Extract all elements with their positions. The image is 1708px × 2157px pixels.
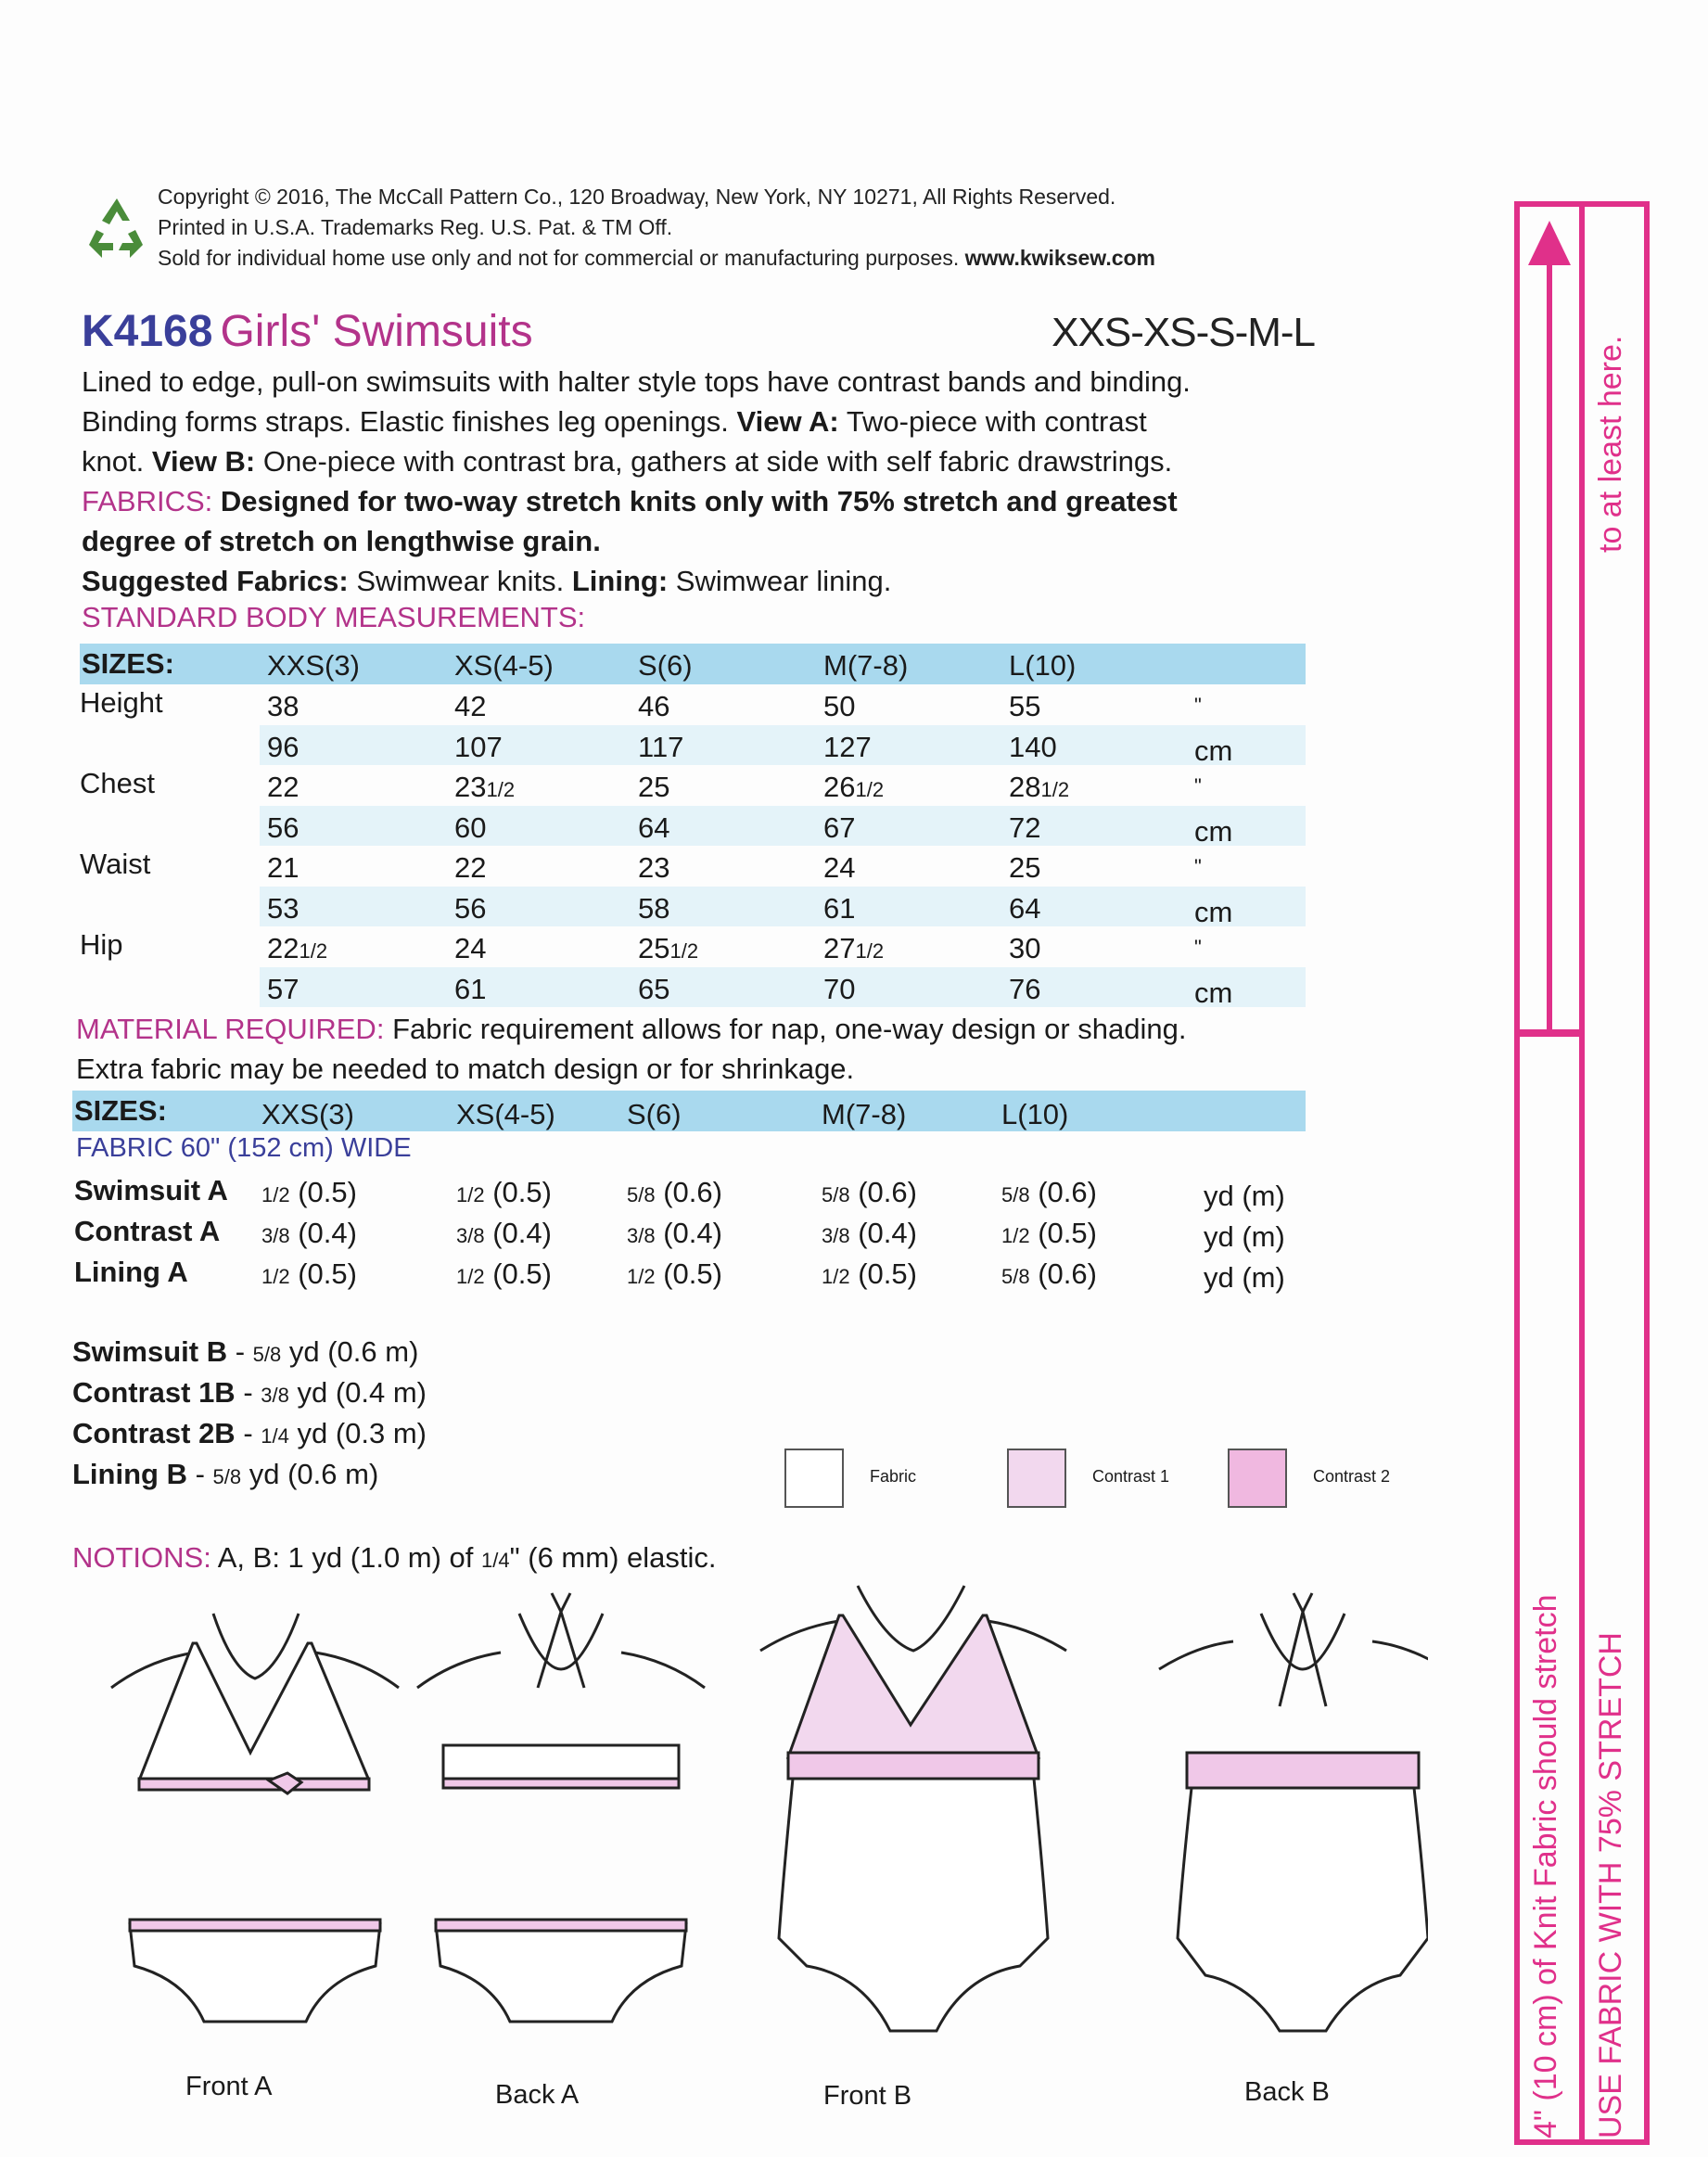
lining-text: Swimwear lining.	[675, 565, 892, 597]
stretch-gauge	[1491, 200, 1671, 2148]
measurement-value: 21	[267, 851, 300, 884]
fraction: 1/2	[456, 1183, 485, 1206]
measurement-value: 64	[1009, 891, 1041, 925]
view-b-label: Swimsuit B	[72, 1335, 228, 1368]
front-a-illustration	[111, 1614, 399, 2022]
material-label: MATERIAL REQUIRED:	[76, 1013, 385, 1045]
usage-line	[158, 243, 1155, 274]
fraction: 3/8	[627, 1224, 656, 1247]
view-b-text: yd (0.6 m)	[241, 1458, 379, 1490]
measurement-value: 96	[267, 730, 300, 763]
measurement-value: 57	[267, 972, 300, 1005]
measurement-value: 65	[638, 972, 670, 1005]
material-line	[76, 1009, 1374, 1049]
material-sizes-band	[72, 1091, 1306, 1131]
swatch-label: Contrast 2	[1313, 1467, 1391, 1486]
view-b-label: Contrast 2B	[72, 1417, 236, 1449]
material-row-label: Swimsuit A	[74, 1174, 228, 1206]
notions-text-2: " (6 mm) elastic.	[509, 1541, 717, 1574]
material-value	[822, 1257, 917, 1291]
size-header: L(10)	[1009, 649, 1077, 682]
fraction: 1/2	[456, 1265, 485, 1288]
fraction: 1/2	[261, 1265, 290, 1288]
swatch-box	[1007, 1449, 1066, 1508]
unit: yd (m)	[1204, 1220, 1285, 1253]
measurement-value: 23	[638, 851, 670, 884]
unit: cm	[1194, 895, 1233, 928]
ruler-text: 4" (10 cm) of Knit Fabric should stretch	[1528, 1594, 1563, 2138]
material-value	[627, 1257, 722, 1291]
swatch-box	[1228, 1449, 1287, 1508]
size-header: XS(4-5)	[456, 1098, 555, 1130]
amount: (0.4)	[655, 1217, 722, 1249]
suggested-label: Suggested Fabrics:	[82, 565, 349, 597]
desc-line	[82, 402, 1324, 441]
amount: (0.5)	[289, 1257, 357, 1290]
material-value	[261, 1176, 357, 1209]
swatch-label: Fabric	[870, 1467, 917, 1486]
fraction: 5/8	[1001, 1183, 1030, 1206]
measurement-value: 25	[638, 771, 670, 803]
row-band	[260, 887, 1306, 927]
back-a-illustration	[417, 1593, 705, 2022]
sizes-label: SIZES:	[82, 647, 174, 680]
material-row-label: Contrast A	[74, 1215, 221, 1247]
separator: -	[186, 1458, 213, 1490]
fraction: 1/2	[486, 778, 516, 801]
measurement-value: 221/2	[267, 932, 328, 964]
figure-label-front-a: Front A	[185, 2072, 273, 2101]
fraction: 5/8	[212, 1465, 242, 1488]
material-value	[822, 1217, 917, 1250]
fraction: 3/8	[261, 1224, 290, 1247]
measurement-value: 46	[638, 690, 670, 722]
unit: "	[1194, 855, 1202, 878]
fabrics-line	[82, 481, 1324, 521]
measurement-value: 38	[267, 690, 300, 722]
unit: yd (m)	[1204, 1261, 1285, 1294]
material-value	[822, 1176, 917, 1209]
desc-text: Binding forms straps. Elastic finishes leg openings.	[82, 405, 729, 438]
separator: -	[235, 1417, 261, 1449]
view-a-text-2: knot.	[82, 445, 145, 478]
amount: (0.5)	[484, 1176, 552, 1208]
desc-line	[82, 441, 1324, 481]
view-b-row	[72, 1417, 427, 1450]
size-header: XS(4-5)	[454, 649, 554, 682]
front-b-illustration	[760, 1586, 1066, 2031]
notions-label: NOTIONS:	[72, 1541, 211, 1574]
stretch-gauge-frame	[1491, 200, 1671, 2148]
fraction: 1/4	[261, 1424, 289, 1448]
fraction: 1/2	[855, 939, 885, 963]
sizes-label: SIZES:	[74, 1094, 167, 1127]
fraction: 5/8	[252, 1343, 282, 1366]
sizes-header-band	[80, 644, 1306, 684]
material-value	[627, 1217, 722, 1250]
fraction: 1/2	[299, 939, 328, 963]
unit: "	[1194, 694, 1202, 717]
size-header: S(6)	[627, 1098, 682, 1130]
size-header: XXS(3)	[267, 649, 360, 682]
view-b-label: Contrast 1B	[72, 1376, 236, 1409]
notions-frac: 1/4	[481, 1549, 510, 1572]
view-b-row	[72, 1458, 378, 1491]
measurement-value: 67	[823, 810, 856, 844]
amount: (0.6)	[849, 1176, 917, 1208]
row-band	[260, 967, 1306, 1008]
size-header: M(7-8)	[822, 1098, 907, 1130]
lining-label: Lining:	[571, 565, 669, 597]
copyright-line: Copyright © 2016, The McCall Pattern Co., 120 Broadway, New York, NY 10271, All Rights Reserved.	[158, 185, 1116, 209]
swatch-box	[784, 1449, 844, 1508]
view-b-text: yd (0.4 m)	[288, 1376, 427, 1409]
fabrics-text-2: degree of stretch on lengthwise grain.	[82, 525, 601, 557]
amount: (0.6)	[655, 1176, 722, 1208]
amount: (0.4)	[289, 1217, 357, 1249]
view-b-text: One-piece with contrast bra, gathers at side with self fabric drawstrings.	[262, 445, 1173, 478]
material-row-label: Lining A	[74, 1256, 188, 1288]
fraction: 5/8	[627, 1183, 656, 1206]
use-fabric-text: USE FABRIC WITH 75% STRETCH	[1593, 1632, 1628, 2138]
measurement-value: 56	[267, 810, 300, 844]
amount: (0.4)	[849, 1217, 917, 1249]
separator: -	[227, 1335, 253, 1368]
unit: cm	[1194, 814, 1233, 848]
material-value	[261, 1217, 357, 1250]
suggested-text: Swimwear knits.	[356, 565, 565, 597]
material-value	[456, 1217, 552, 1250]
measurement-value: 50	[823, 690, 856, 722]
body-measurements-heading: STANDARD BODY MEASUREMENTS:	[82, 601, 586, 633]
measurement-value: 61	[823, 891, 856, 925]
measurement-value: 70	[823, 972, 856, 1005]
measurement-value: 72	[1009, 810, 1041, 844]
pattern-title-row	[82, 306, 1315, 362]
measurement-value: 22	[267, 771, 300, 803]
swatch-label: Contrast 1	[1092, 1467, 1170, 1486]
material-line-2: Extra fabric may be needed to match design or for shrinkage.	[76, 1053, 855, 1085]
view-a-label: View A:	[736, 405, 839, 438]
amount: (0.5)	[849, 1257, 917, 1290]
row-band	[260, 806, 1306, 847]
view-b-label: Lining B	[72, 1458, 187, 1490]
material-value	[456, 1176, 552, 1209]
measurement-label: Chest	[80, 767, 155, 799]
measurement-value: 61	[454, 972, 487, 1005]
copyright-block	[158, 182, 1155, 274]
pattern-name: Girls' Swimsuits	[220, 307, 533, 356]
measurement-value: 53	[267, 891, 300, 925]
unit: "	[1194, 936, 1202, 959]
fabric-width: FABRIC 60" (152 cm) WIDE	[76, 1133, 412, 1163]
measurement-label: Height	[80, 686, 163, 719]
trademark-line: Printed in U.S.A. Trademarks Reg. U.S. Pat. & TM Off.	[158, 215, 673, 239]
material-value	[1001, 1176, 1097, 1209]
measurement-value: 42	[454, 690, 487, 722]
measurement-value: 76	[1009, 972, 1041, 1005]
measurement-value: 22	[454, 851, 487, 884]
fabrics-text: Designed for two-way stretch knits only with 75% stretch and greatest	[220, 485, 1178, 517]
measurement-label: Waist	[80, 848, 151, 880]
measurement-value: 56	[454, 891, 487, 925]
figure-label-back-b: Back B	[1244, 2077, 1330, 2107]
fabrics-label: FABRICS:	[82, 485, 213, 517]
size-header: XXS(3)	[261, 1098, 354, 1130]
recycle-icon	[82, 193, 152, 263]
material-required	[76, 1009, 1374, 1089]
fraction: 1/2	[822, 1265, 850, 1288]
back-b-illustration	[1159, 1593, 1428, 2031]
measurement-value: 140	[1009, 730, 1057, 763]
view-b-label: View B:	[151, 445, 256, 478]
fraction: 1/2	[627, 1265, 656, 1288]
measurement-value: 58	[638, 891, 670, 925]
material-value	[1001, 1257, 1097, 1291]
material-value	[1001, 1217, 1097, 1250]
size-header: S(6)	[638, 649, 693, 682]
size-header: M(7-8)	[823, 649, 909, 682]
fraction: 1/2	[855, 778, 885, 801]
measurement-value: 251/2	[638, 932, 699, 964]
pattern-description	[82, 362, 1324, 601]
view-b-text: yd (0.6 m)	[281, 1335, 419, 1368]
fraction: 1/2	[261, 1183, 290, 1206]
measurement-value: 271/2	[823, 932, 885, 964]
view-b-row	[72, 1376, 427, 1410]
desc-line: Lined to edge, pull-on swimsuits with halter style tops have contrast bands and binding.	[82, 365, 1191, 398]
garment-illustrations	[93, 1567, 1428, 2087]
amount: (0.5)	[289, 1176, 357, 1208]
amount: (0.6)	[1029, 1257, 1097, 1290]
website-link[interactable]: www.kwiksew.com	[964, 246, 1155, 270]
measurement-value: 25	[1009, 851, 1041, 884]
measurement-value: 261/2	[823, 771, 885, 803]
fraction: 3/8	[456, 1224, 485, 1247]
view-a-text: Two-piece with contrast	[846, 405, 1147, 438]
figure-label-back-a: Back A	[495, 2080, 580, 2110]
fraction: 3/8	[822, 1224, 850, 1247]
view-b-text: yd (0.3 m)	[288, 1417, 427, 1449]
unit: yd (m)	[1204, 1180, 1285, 1212]
fraction: 1/2	[1040, 778, 1070, 801]
fraction: 1/2	[669, 939, 699, 963]
size-range: XXS-XS-S-M-L	[1052, 310, 1315, 355]
usage-text: Sold for individual home use only and not for commercial or manufacturing purposes.	[158, 246, 960, 270]
amount: (0.5)	[484, 1257, 552, 1290]
amount: (0.6)	[1029, 1176, 1097, 1208]
measurement-value: 107	[454, 730, 503, 763]
measurement-value: 231/2	[454, 771, 516, 803]
arrow-text: to at least here.	[1593, 335, 1628, 553]
figure-label-front-b: Front B	[823, 2081, 912, 2111]
amount: (0.5)	[655, 1257, 722, 1290]
measurement-value: 55	[1009, 690, 1041, 722]
arrow-up-icon	[1528, 221, 1571, 265]
fraction: 5/8	[1001, 1265, 1030, 1288]
view-b-row	[72, 1335, 418, 1369]
measurement-value: 117	[638, 730, 684, 763]
fraction: 1/2	[1001, 1224, 1030, 1247]
unit: "	[1194, 774, 1202, 798]
measurement-value: 24	[823, 851, 856, 884]
separator: -	[235, 1376, 261, 1409]
fraction: 5/8	[822, 1183, 850, 1206]
measurement-label: Hip	[80, 928, 123, 961]
measurement-value: 24	[454, 932, 487, 964]
material-value	[261, 1257, 357, 1291]
amount: (0.4)	[484, 1217, 552, 1249]
size-header: L(10)	[1001, 1098, 1069, 1130]
notions-text: A, B: 1 yd (1.0 m) of	[217, 1541, 474, 1574]
fraction: 3/8	[261, 1384, 289, 1407]
material-text: Fabric requirement allows for nap, one-way design or shading.	[392, 1013, 1187, 1045]
unit: cm	[1194, 734, 1233, 767]
measurement-value: 64	[638, 810, 670, 844]
measurement-value: 127	[823, 730, 872, 763]
measurement-value: 60	[454, 810, 487, 844]
fabrics-line-2	[82, 521, 1324, 561]
measurement-value: 281/2	[1009, 771, 1070, 803]
row-band	[260, 725, 1306, 766]
pattern-number: K4168	[82, 307, 213, 356]
amount: (0.5)	[1029, 1217, 1097, 1249]
material-value	[627, 1176, 722, 1209]
suggested-line	[82, 561, 1324, 601]
unit: cm	[1194, 976, 1233, 1009]
material-value	[456, 1257, 552, 1291]
measurement-value: 30	[1009, 932, 1041, 964]
